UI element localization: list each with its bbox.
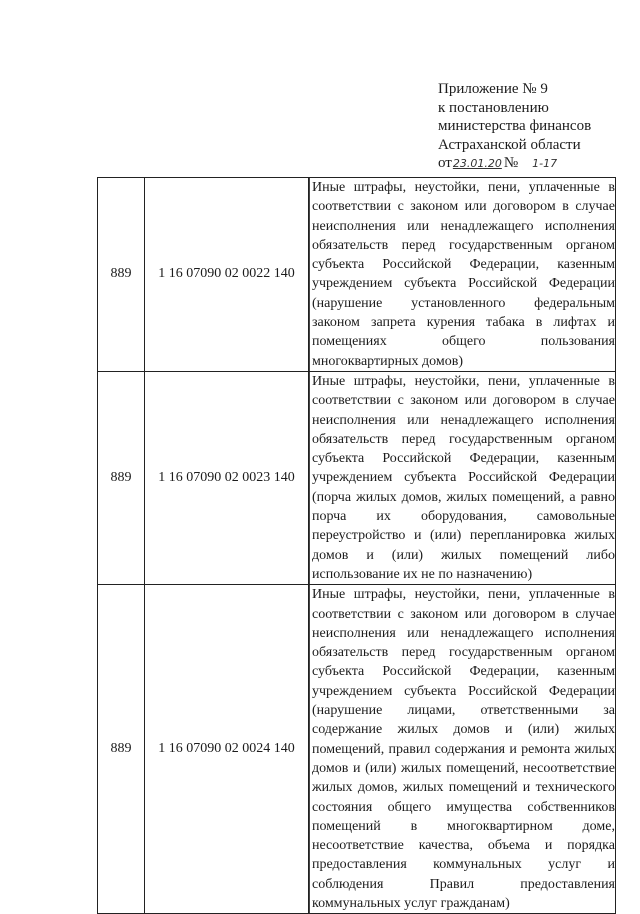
appendix-date-line: [438, 154, 628, 174]
admin-code-cell: 889: [98, 585, 145, 914]
table-row: [98, 178, 616, 372]
description-cell: [309, 178, 616, 372]
kbk-code-cell: 1 16 07090 02 0023 140: [145, 371, 309, 584]
description-text: Иные штрафы, неустойки, пени, уплаченные в соответствии с законом или договором в случае неисполнения или ненадлежащего исполнения обязательств перед государственным органом субъекта Российской Федерации, казенным учреждением субъекта Российской Федерации (нарушение лицами, ответственными за содержание жилых домов и (или) жилых помещений, правил содержания и ремонта жилых домов и (или) жилых помещений, несоответствие жилых домов, жилых помещений и технического состояния общего имущества собственников помещений в многоквартирном доме, несоответствие качества, объема и порядка предоставления коммунальных услуг и соблюдения Правил предоставления коммунальных услуг гражданам): [309, 585, 615, 913]
admin-code-cell: 889: [98, 371, 145, 584]
description-cell: [309, 585, 616, 914]
table-row: [98, 585, 616, 914]
handwritten-date: 23.01.20: [452, 157, 502, 170]
kbk-code-cell: 1 16 07090 02 0024 140: [145, 585, 309, 914]
appendix-header: [438, 80, 628, 174]
handwritten-number: 1-17: [532, 157, 558, 170]
admin-code-cell: 889: [98, 178, 145, 372]
description-text: Иные штрафы, неустойки, пени, уплаченные в соответствии с законом или договором в случае неисполнения или ненадлежащего исполнения обязательств перед государственным органом субъекта Российской Федерации, казенным учреждением субъекта Российской Федерации (нарушение установленного федеральным законом запрета курения табака в лифтах и помещениях общего пользования многоквартирных домов): [309, 178, 615, 371]
table-row: [98, 371, 616, 584]
appendix-line-ministry: министерства финансов: [438, 118, 592, 134]
number-label: №: [503, 155, 519, 171]
description-text: Иные штрафы, неустойки, пени, уплаченные в соответствии с законом или договором в случае неисполнения или ненадлежащего исполнения обязательств перед государственным органом субъекта Российской Федерации, казенным учреждением субъекта Российской Федерации (порча жилых домов, жилых помещений, а равно порча их оборудования, самовольные переустройство и (или) перепланировка жилых домов и (или) жилых помещений либо использование их не по назначению): [309, 372, 615, 584]
date-prefix: от: [438, 155, 452, 171]
budget-codes-table: [97, 177, 616, 914]
appendix-line-region: Астраханской области: [438, 136, 581, 153]
appendix-title: Приложение № 9: [438, 81, 548, 97]
kbk-code-cell: 1 16 07090 02 0022 140: [145, 178, 309, 372]
appendix-line-resolution: к постановлению: [438, 99, 549, 116]
description-cell: [309, 371, 616, 584]
